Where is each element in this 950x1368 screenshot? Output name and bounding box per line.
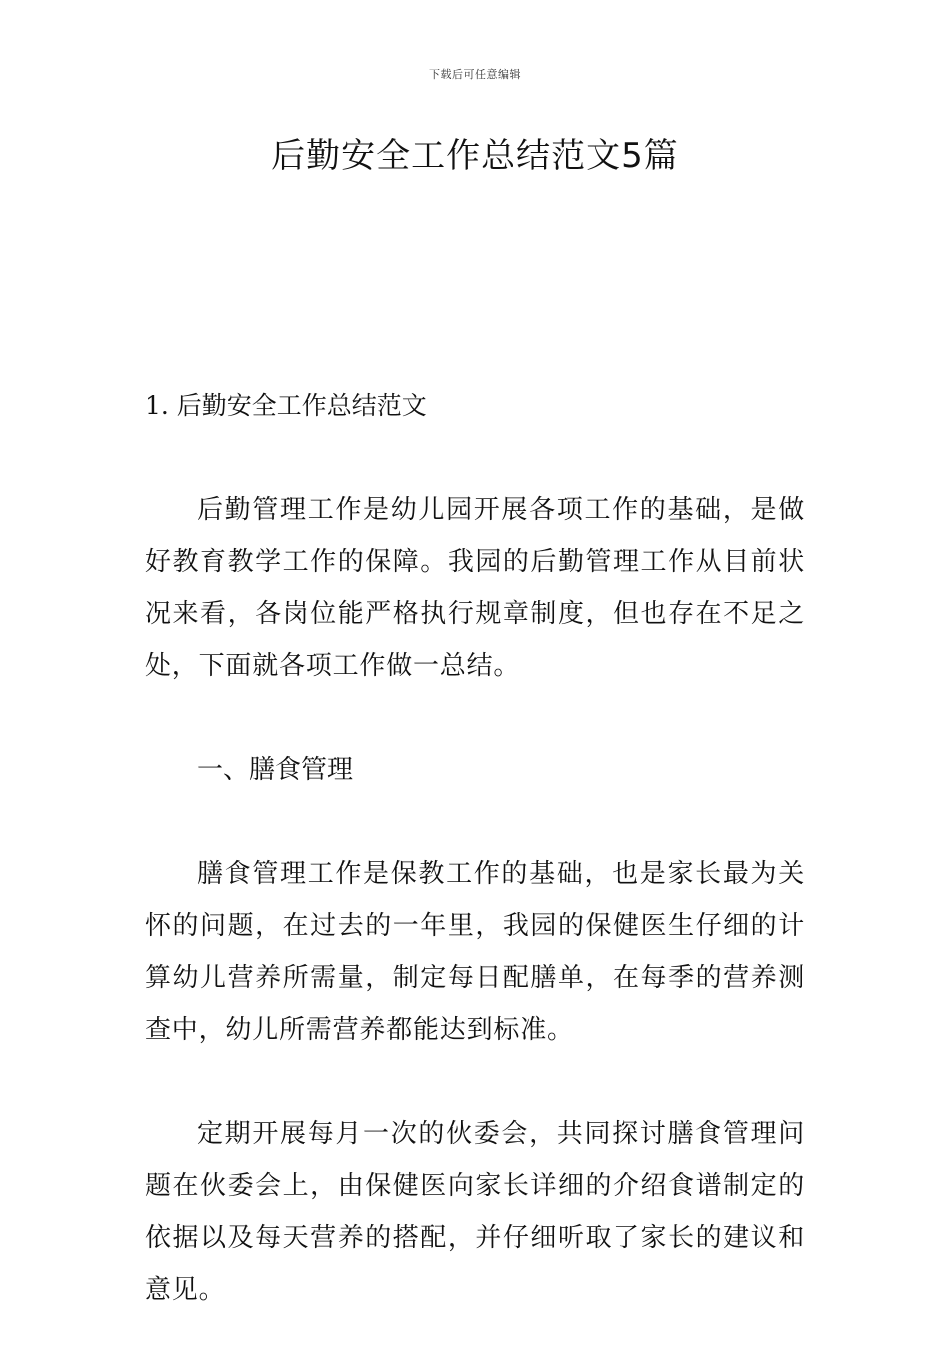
paragraph-meal-management: 膳食管理工作是保教工作的基础，也是家长最为关怀的问题，在过去的一年里，我园的保健医生仔细的计算幼儿营养所需量，制定每日配膳单，在每季的营养测查中，幼儿所需营养都能达到标准。	[145, 859, 805, 1045]
subheading-meal-management: 一、膳食管理	[197, 755, 354, 785]
paragraph-committee-meeting: 定期开展每月一次的伙委会，共同探讨膳食管理问题在伙委会上，由保健医向家长详细的介绍食谱制定的依据以及每天营养的搭配，并仔细听取了家长的建议和意见。	[145, 1119, 805, 1305]
document-title: 后勤安全工作总结范文5篇	[271, 136, 679, 176]
paragraph-intro: 后勤管理工作是幼儿园开展各项工作的基础，是做好教育教学工作的保障。我园的后勤管理工作从目前状况来看，各岗位能严格执行规章制度，但也存在不足之处，下面就各项工作做一总结。	[145, 495, 805, 681]
header-note: 下载后可任意编辑	[429, 68, 521, 81]
document-body	[145, 380, 805, 1368]
section-heading: 1. 后勤安全工作总结范文	[145, 391, 427, 420]
